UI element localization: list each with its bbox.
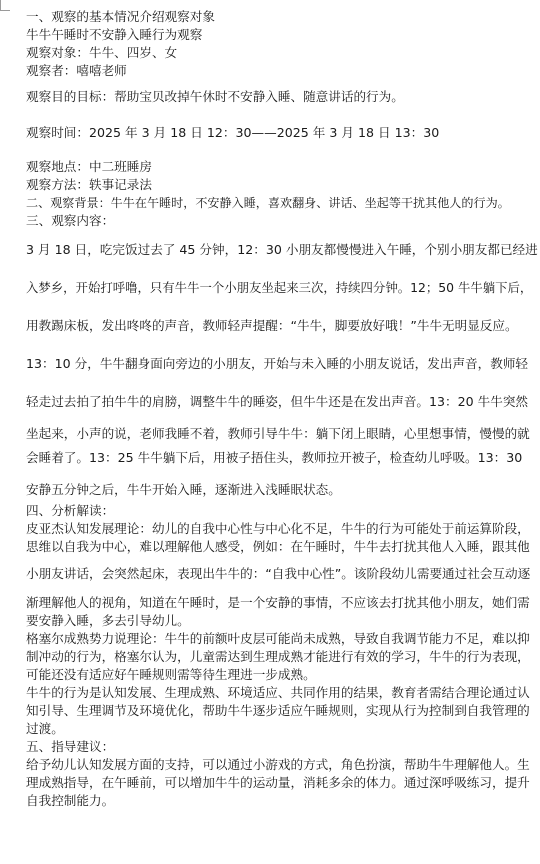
page-corner-mark [0,10,10,11]
section-heading-background: 二、观察背景：牛牛在午睡时，不安静入睡，喜欢翻身、讲话、坐起等干扰其他人的行为。 [26,196,510,210]
content-paragraph-line: 用教踢床板，发出咚咚的声音，教师轻声提醒：“牛牛，脚要放好哦！”牛牛无明显反应。 [26,318,518,333]
analysis-line: 格塞尔成熟势力说理论：牛牛的前额叶皮层可能尚未成熟，导致自我调节能力不足，难以抑 [26,631,530,646]
analysis-line: 思维以自我为中心，难以理解他人感受，例如：在午睡时，牛牛去打扰其他人入睡，跟其他 [26,539,530,554]
content-paragraph-line: 13：10 分，牛牛翻身面向旁边的小朋友，开始与未入睡的小朋友说话，发出声音，教师轻 [26,356,529,371]
analysis-line: 制冲动的行为，格塞尔认为，儿童需达到生理成熟才能进行有效的学习，牛牛的行为表现， [26,649,530,664]
analysis-line: 要安静入睡，多去引导幼儿。 [26,613,190,628]
content-paragraph-line: 轻走过去拍了拍牛牛的肩膀，调整牛牛的睡姿，但牛牛还是在发出声音。13：20 牛牛突然 [26,394,529,409]
suggestion-line: 给予幼儿认知发展方面的支持，可以通过小游戏的方式，角色扮演，帮助牛牛理解他人。生 [26,757,530,772]
analysis-line: 可能还没有适应好午睡规则需等待生理进一步成熟。 [26,667,316,682]
analysis-line: 牛牛的行为是认知发展、生理成熟、环境适应、共同作用的结果，教育者需结合理论通过认 [26,685,530,700]
observation-subject: 观察对象：牛牛、四岁、女 [26,45,178,60]
content-paragraph-line: 安静五分钟之后，牛牛开始入睡，逐渐进入浅睡眠状态。 [26,482,341,497]
analysis-line: 知引导、生理调节及环境优化，帮助牛牛逐步适应午睡规则，实现从行为控制到自我管理的 [26,703,530,718]
observation-time: 观察时间：2025 年 3 月 18 日 12：30——2025 年 3 月 18 日 13：30 [26,125,440,140]
page-corner-mark [0,0,1,10]
content-paragraph-line: 坐起来，小声的说，老师我睡不着，教师引导牛牛：躺下闭上眼睛，心里想事情，慢慢的就 [26,426,530,441]
analysis-line: 渐理解他人的视角，知道在午睡时，是一个安静的事情，不应该去打扰其他小朋友，她们需 [26,595,530,610]
document-body [26,8,538,810]
observation-goal: 观察目的目标：帮助宝贝改掉午休时不安静入睡、随意讲话的行为。 [26,89,404,104]
content-paragraph-line: 3 月 18 日，吃完饭过去了 45 分钟，12：30 小朋友都慢慢进入午睡，个别小朋友都已经进 [26,242,538,257]
section-heading-content: 三、观察内容： [26,213,115,228]
analysis-line: 皮亚杰认知发展理论：幼儿的自我中心性与中心化不足，牛牛的行为可能处于前运算阶段， [26,521,530,536]
section-heading-analysis: 四、分析解读： [26,503,115,518]
content-paragraph-line: 入梦乡，开始打呼噜，只有牛牛一个小朋友坐起来三次，持续四分钟。12；50 牛牛躺下后， [26,280,533,295]
suggestion-line: 理成熟指导，在午睡前，可以增加牛牛的运动量，消耗多余的体力。通过深呼吸练习，提升 [26,775,530,790]
observation-location: 观察地点：中二班睡房 [26,159,152,174]
observation-title: 牛牛午睡时不安静入睡行为观察 [26,27,203,42]
observer: 观察者：嘻嘻老师 [26,63,127,78]
content-paragraph-line: 会睡着了。13：25 牛牛躺下后，用被子捂住头，教师拉开被子，检查幼儿呼吸。13：30 [26,450,523,465]
section-heading-suggestions: 五、指导建议： [26,739,115,754]
analysis-line: 小朋友讲话，会突然起床，表现出牛牛的：“自我中心性”。该阶段幼儿需要通过社会互动逐 [26,566,531,581]
analysis-line: 过渡。 [26,721,64,736]
observation-method: 观察方法：轶事记录法 [26,177,152,192]
section-heading-basic-info: 一、观察的基本情况介绍观察对象 [26,9,215,24]
suggestion-line: 自我控制能力。 [26,793,115,808]
